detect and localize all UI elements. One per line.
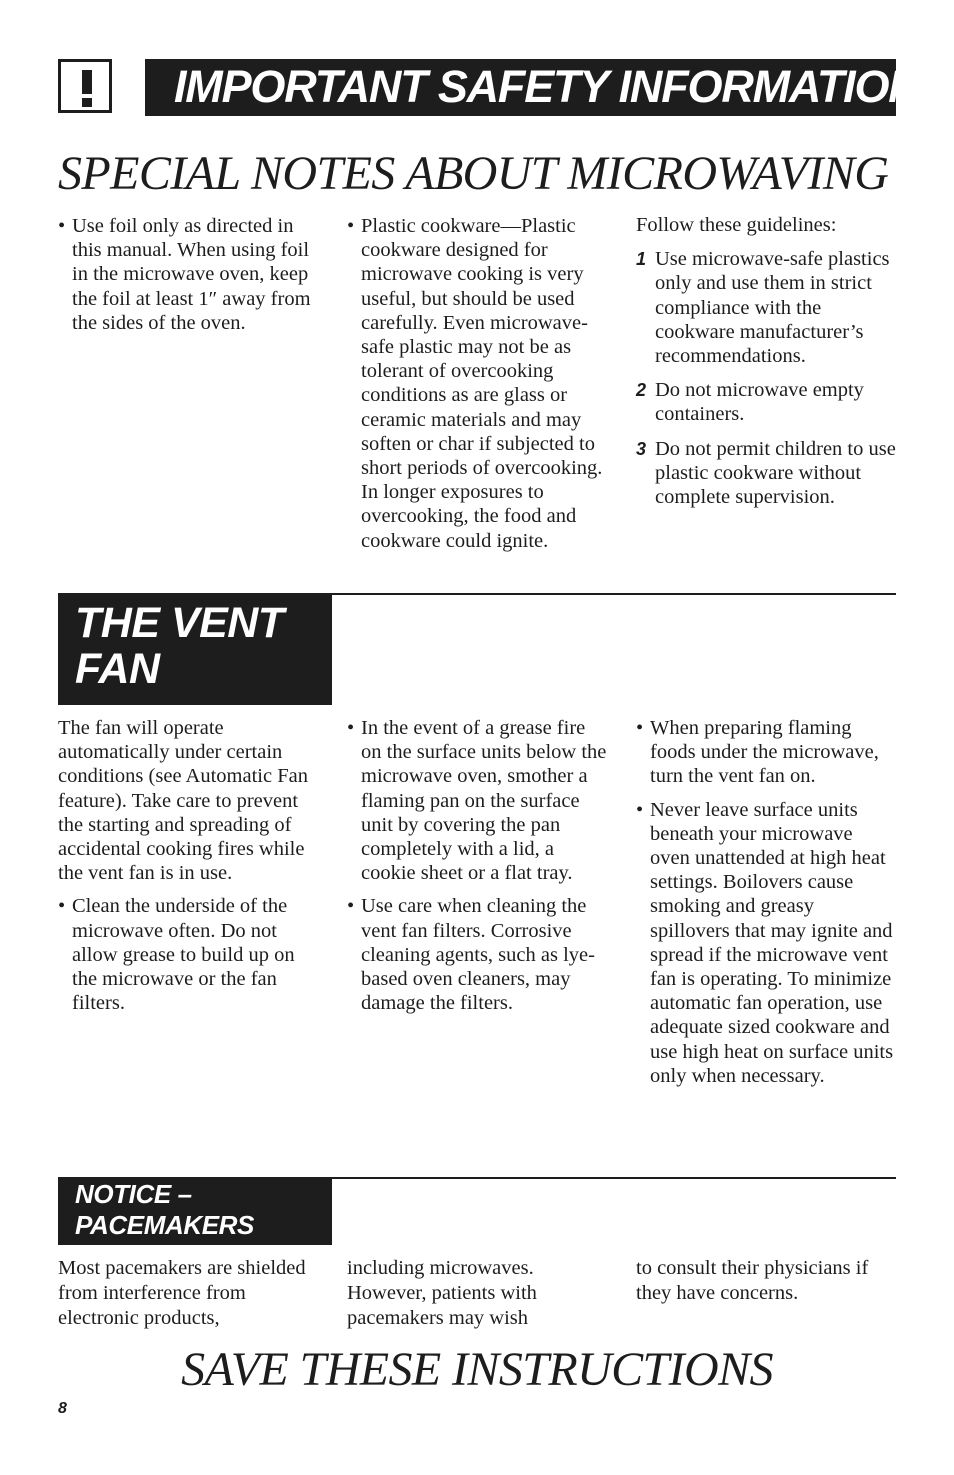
guideline-text: Do not microwave empty containers. — [655, 379, 864, 426]
special-col-3 — [636, 213, 896, 519]
filter-cleaning-bullet: • Use care when cleaning the vent fan filters. Corrosive cleaning agents, such as lye-based oven cleaners, may damage the filters. — [347, 894, 609, 1015]
flaming-foods-bullet: • When preparing flaming foods under the microwave, turn the vent fan on. — [636, 716, 896, 789]
plastic-cookware-bullet: • Plastic cookware—Plastic cookware designed for microwave cooking is very useful, but should be used carefully. Even microwave-safe plastic may not be as tolerant of overcooking conditions as are glass or ceramic materials and may soften or char if subjected to short periods of overcooking. In longer exposures to overcooking, the food and cookware could ignite. — [347, 214, 609, 553]
surface-units-bullet: • Never leave surface units beneath your microwave oven unattended at high heat settings. Boilovers cause smoking and greasy spillovers that may ignite and spread if the microwave vent fan is operating. To minimize automatic fan operation, use adequate sized cookware and use high heat on surface units only when necessary. — [636, 798, 896, 1088]
special-col-1 — [58, 214, 320, 335]
guidelines-intro: Follow these guidelines: — [636, 214, 837, 236]
clean-underside-bullet: • Clean the underside of the microwave often. Do not allow grease to build up on the microwave or the fan filters. — [58, 894, 320, 1015]
special-col-2 — [347, 214, 609, 553]
guideline-item — [636, 437, 896, 510]
guideline-text: Use microwave-safe plastics only and use them in strict compliance with the cookware manufacturer’s recommendations. — [655, 248, 890, 368]
grease-fire-bullet: • In the event of a grease fire on the surface units below the microwave oven, smother a flaming pan on the surface unit by covering the pan completely with a lid, a cookie sheet or a flat tray. — [347, 716, 609, 885]
guideline-number: 2 — [636, 380, 647, 401]
vent-col-3 — [636, 716, 896, 1088]
guideline-item — [636, 247, 896, 368]
section-title-vent-fan: THE VENT FAN — [75, 599, 284, 693]
vent-col-2 — [347, 716, 609, 1015]
notice-col-2: including microwaves. However, patients with pacemakers may wish — [347, 1257, 537, 1329]
vent-intro: The fan will operate automatically under certain conditions (see Automatic Fan feature). Take care to prevent the starting and spreading of accidental cooking fires while the vent fan is in use. — [58, 717, 308, 885]
guideline-text: Do not permit children to use plastic cookware without complete supervision. — [655, 437, 896, 509]
guideline-number: 3 — [636, 438, 647, 459]
page-title: IMPORTANT SAFETY INFORMATION — [174, 61, 920, 112]
save-instructions-title: SAVE THESE INSTRUCTIONS — [181, 1343, 773, 1396]
exclamation-icon — [58, 59, 112, 113]
notice-col-1: Most pacemakers are shielded from interference from electronic products, — [58, 1257, 306, 1329]
guideline-number: 1 — [636, 249, 647, 270]
section-title-special-notes: SPECIAL NOTES ABOUT MICROWAVING — [58, 147, 889, 200]
section-title-notice-pacemakers: NOTICE – PACEMAKERS — [75, 1179, 254, 1240]
notice-col-3: to consult their physicians if they have concerns. — [636, 1257, 869, 1304]
foil-bullet: • Use foil only as directed in this manual. When using foil in the microwave oven, keep the foil at least 1″ away from the sides of the oven. — [58, 214, 320, 335]
guideline-item — [636, 378, 896, 426]
page-number: 8 — [58, 1400, 67, 1417]
vent-col-1 — [58, 716, 320, 1015]
